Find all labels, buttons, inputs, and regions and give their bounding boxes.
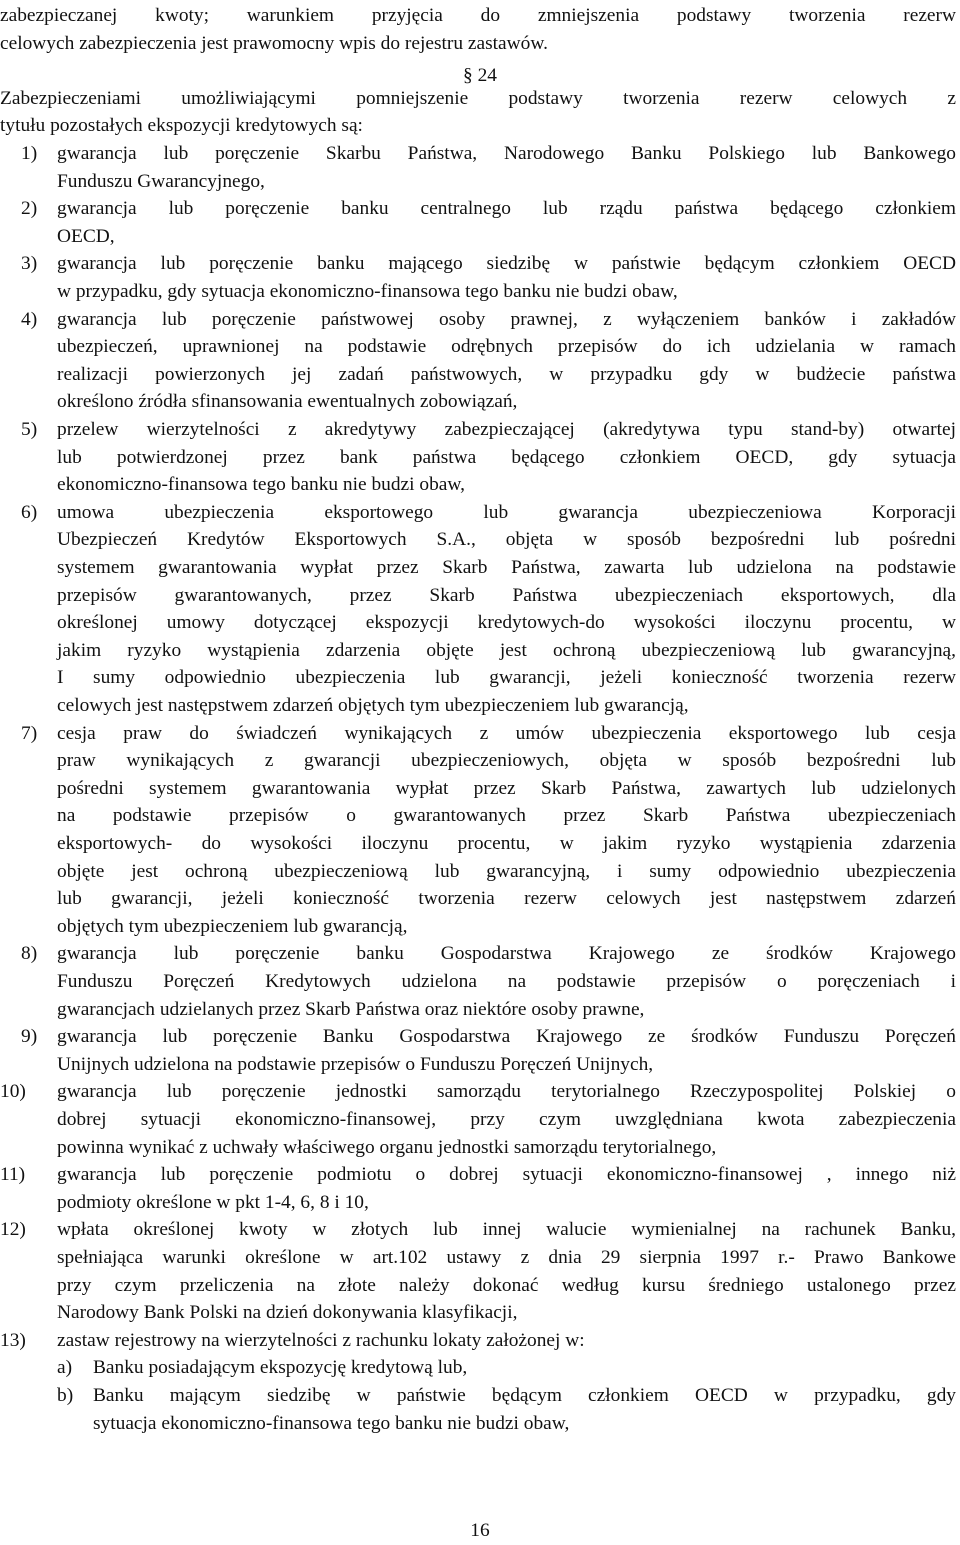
- list-item-number: 1): [21, 143, 38, 164]
- list-item-line: określonej umowy dotyczącej ekspozycji kredytowych-do wysokości iloczynu procentu, w: [57, 612, 956, 634]
- list-item-line: I sumy odpowiednio ubezpieczenia lub gwarancji, jeżeli konieczność tworzenia rezerw: [57, 667, 956, 689]
- list-item-line: objętych tym ubezpieczeniem lub gwarancją,: [57, 915, 408, 937]
- list-item-line: wpłata określonej kwoty w złotych lub innej walucie wymienialnej na rachunek Banku,: [57, 1219, 956, 1241]
- sub-item-line: Banku mającym siedzibę w państwie będącym członkiem OECD w przypadku, gdy: [93, 1385, 956, 1406]
- list-item-line: Unijnych udzielona na podstawie przepisów o Funduszu Poręczeń Unijnych,: [57, 1053, 654, 1075]
- paragraph-line: Zabezpieczeniami umożliwiającymi pomniejszenie podstawy tworzenia rezerw celowych z: [0, 87, 956, 109]
- list-item-line: przepisów gwarantowanych, przez Skarb Państwa ubezpieczeniach eksportowych, dla: [57, 584, 956, 606]
- list-item-line: lub gwarancji, jeżeli konieczność tworzenia rezerw celowych jest następstwem zdarzeń: [57, 888, 956, 910]
- sub-item-line: Banku posiadającym ekspozycję kredytową lub,: [93, 1357, 468, 1379]
- sub-item-letter: a): [57, 1357, 73, 1379]
- list-item-number: 11): [0, 1164, 26, 1186]
- list-item-line: dobrej sytuacji ekonomiczno-finansowej, przy czym uwzględniana kwota zabezpieczenia: [57, 1109, 956, 1130]
- list-item-line: Funduszu Gwarancyjnego,: [57, 170, 265, 192]
- list-item-line: jakim ryzyko wystąpienia zdarzenia objęte jest ochroną ubezpieczeniową lub gwarancyjną,: [57, 639, 956, 661]
- list-item-line: przelew wierzytelności z akredytywy zabezpieczającej (akredytywa typu stand-by) otwartej: [57, 419, 956, 440]
- list-item-line: zastaw rejestrowy na wierzytelności z rachunku lokaty założonej w:: [57, 1329, 585, 1351]
- list-item-line: cesja praw do świadczeń wynikających z umów ubezpieczenia eksportowego lub cesja: [57, 722, 956, 744]
- list-item-line: podmioty określone w pkt 1-4, 6, 8 i 10,: [57, 1191, 369, 1213]
- list-item-line: lub potwierdzonej przez bank państwa będącego członkiem OECD, gdy sytuacja: [57, 446, 956, 468]
- list-item-line: OECD,: [57, 225, 115, 247]
- list-item-number: 10): [0, 1081, 26, 1103]
- list-item-number: 7): [21, 722, 38, 744]
- list-item-line: ekonomiczno-finansowa tego banku nie budzi obaw,: [57, 474, 465, 496]
- list-item-line: umowa ubezpieczenia eksportowego lub gwarancja ubezpieczeniowa Korporacji: [57, 501, 956, 523]
- list-item-line: gwarancja lub poręczenie Banku Gospodarstwa Krajowego ze środków Funduszu Poręczeń: [57, 1026, 956, 1048]
- list-item-line: pośredni systemem gwarantowania wypłat przez Skarb Państwa, zawartych lub udzielonych: [57, 777, 956, 799]
- list-item-line: realizacji powierzonych jej zadań państwowych, w przypadku gdy w budżecie państwa: [57, 363, 956, 385]
- list-item-line: gwarancjach udzielanych przez Skarb Państwa oraz niektóre osoby prawne,: [57, 998, 645, 1020]
- list-item-line: powinna wynikać z uchwały właściwego organu jednostki samorządu terytorialnego,: [57, 1136, 717, 1158]
- list-item-line: systemem gwarantowania wypłat przez Skarb Państwa, zawarta lub udzielona na podstawie: [57, 557, 956, 578]
- list-item-line: ubezpieczeń, uprawnionej na podstawie odrębnych przepisów do ich udzielania w ramach: [57, 336, 956, 358]
- paragraph-line: tytułu pozostałych ekspozycji kredytowych są:: [0, 115, 363, 137]
- paragraph-line: zabezpieczanej kwoty; warunkiem przyjęcia do zmniejszenia podstawy tworzenia rezerw: [0, 5, 956, 26]
- list-item-number: 5): [21, 419, 38, 440]
- section-heading: § 24: [463, 65, 497, 87]
- sub-item-line: sytuacja ekonomiczno-finansowa tego banku nie budzi obaw,: [93, 1412, 570, 1434]
- list-item-number: 9): [21, 1026, 38, 1048]
- list-item-line: gwarancja lub poręczenie Skarbu Państwa, Narodowego Banku Polskiego lub Bankowego: [57, 143, 956, 164]
- list-item-number: 6): [21, 501, 38, 523]
- list-item-number: 12): [0, 1219, 26, 1241]
- list-item-line: w przypadku, gdy sytuacja ekonomiczno-finansowa tego banku nie budzi obaw,: [57, 281, 678, 302]
- list-item-line: gwarancja lub poręczenie podmiotu o dobrej sytuacji ekonomiczno-finansowej , innego niż: [57, 1164, 956, 1186]
- list-item-line: spełniająca warunki określone w art.102 ustawy z dnia 29 sierpnia 1997 r.- Prawo Bankowe: [57, 1247, 956, 1268]
- list-item-line: gwarancja lub poręczenie banku centralnego lub rządu państwa będącego członkiem: [57, 198, 956, 220]
- list-item-number: 13): [0, 1329, 26, 1351]
- list-item-number: 8): [21, 943, 38, 965]
- list-item-line: objęte jest ochroną ubezpieczeniową lub gwarancyjną, i sumy odpowiednio ubezpieczenia: [57, 860, 956, 882]
- list-item-line: przy czym przeliczenia na złote należy dokonać według kursu średniego ustalonego przez: [57, 1274, 956, 1296]
- list-item-line: gwarancja lub poręczenie banku mającego siedzibę w państwie będącym członkiem OECD: [57, 253, 956, 275]
- list-item-line: Funduszu Poręczeń Kredytowych udzielona na podstawie przepisów o poręczeniach i: [57, 971, 956, 992]
- list-item-number: 3): [21, 253, 38, 275]
- list-item-line: praw wynikających z gwarancji ubezpieczeniowych, objęta w sposób bezpośredni lub: [57, 750, 956, 772]
- list-item-line: Ubezpieczeń Kredytów Eksportowych S.A., objęta w sposób bezpośredni lub pośredni: [57, 529, 956, 551]
- list-item-line: Narodowy Bank Polski na dzień dokonywania klasyfikacji,: [57, 1302, 518, 1324]
- page-number: 16: [470, 1520, 490, 1541]
- list-item-line: gwarancja lub poręczenie jednostki samorządu terytorialnego Rzeczypospolitej Polskiej o: [57, 1081, 956, 1103]
- list-item-number: 2): [21, 198, 38, 220]
- list-item-line: gwarancja lub poręczenie banku Gospodarstwa Krajowego ze środków Krajowego: [57, 943, 956, 965]
- list-item-number: 4): [21, 308, 38, 330]
- list-item-line: celowych jest następstwem zdarzeń objętych tym ubezpieczeniem lub gwarancją,: [57, 695, 689, 716]
- list-item-line: eksportowych- do wysokości iloczynu procentu, w jakim ryzyko wystąpienia zdarzenia: [57, 833, 956, 854]
- list-item-line: na podstawie przepisów o gwarantowanych przez Skarb Państwa ubezpieczeniach: [57, 805, 956, 827]
- paragraph-line: celowych zabezpieczenia jest prawomocny wpis do rejestru zastawów.: [0, 32, 548, 54]
- sub-item-letter: b): [57, 1385, 74, 1406]
- list-item-line: gwarancja lub poręczenie państwowej osoby prawnej, z wyłączeniem banków i zakładów: [57, 308, 956, 330]
- list-item-line: określono źródła sfinansowania ewentualnych zobowiązań,: [57, 391, 518, 413]
